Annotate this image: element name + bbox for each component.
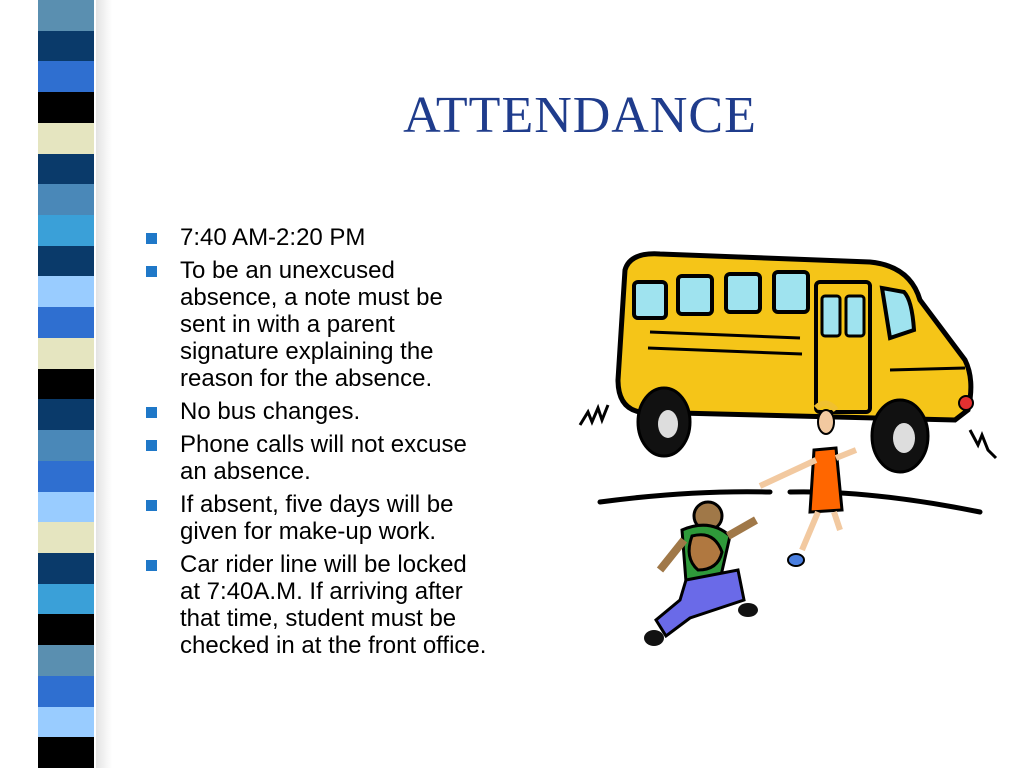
bullet-text: Phone calls will not excuse an absence. <box>180 431 467 485</box>
stripe-bar <box>38 154 94 185</box>
bullet-list <box>142 224 562 665</box>
school-bus-icon <box>618 254 973 472</box>
bullet-item <box>142 491 562 545</box>
stripe-bar <box>38 369 94 400</box>
stripe-bar <box>38 430 94 461</box>
stripe-bar <box>38 553 94 584</box>
stripe-bar <box>38 307 94 338</box>
stripe-bar <box>38 614 94 645</box>
slide-title: ATTENDANCE <box>403 87 757 144</box>
square-bullet-icon <box>146 407 157 418</box>
stripe-bar <box>38 246 94 277</box>
square-bullet-icon <box>146 500 157 511</box>
stripe-bar <box>38 61 94 92</box>
stripe-bar <box>38 215 94 246</box>
bullet-item <box>142 257 562 392</box>
square-bullet-icon <box>146 560 157 571</box>
left-decorative-stripe <box>0 0 118 768</box>
stripe-bar <box>38 399 94 430</box>
bullet-text: To be an unexcused absence, a note must be sent in with a parent signature explaining the reason for the absence. <box>180 257 443 392</box>
bullet-item <box>142 398 562 425</box>
stripe-bar <box>38 584 94 615</box>
square-bullet-icon <box>146 233 157 244</box>
stripe-bar <box>38 276 94 307</box>
stripe-bar <box>38 92 94 123</box>
bullet-text: 7:40 AM-2:20 PM <box>180 224 366 251</box>
bullet-text: Car rider line will be locked at 7:40A.M. If arriving after that time, student must be checked in at the front office. <box>180 551 487 659</box>
motion-lines-right <box>970 430 996 458</box>
school-bus-illustration <box>570 240 1010 680</box>
bullet-item <box>142 224 562 251</box>
stripe-bars <box>38 0 94 768</box>
stripe-bar <box>38 676 94 707</box>
stripe-bar <box>38 522 94 553</box>
stripe-bar <box>38 492 94 523</box>
bullet-text: No bus changes. <box>180 398 361 425</box>
running-boy-icon <box>644 502 758 646</box>
running-girl-icon <box>760 403 856 566</box>
stripe-bar <box>38 123 94 154</box>
stripe-bar <box>38 338 94 369</box>
stripe-bar <box>38 707 94 738</box>
stripe-bar <box>38 645 94 676</box>
stripe-bar <box>38 31 94 62</box>
stripe-bar <box>38 461 94 492</box>
road-line <box>600 492 980 512</box>
square-bullet-icon <box>146 440 157 451</box>
stripe-shadow <box>96 0 112 768</box>
stripe-bar <box>38 0 94 31</box>
stripe-bar <box>38 737 94 768</box>
stripe-bar <box>38 184 94 215</box>
bullet-item <box>142 551 562 659</box>
bullet-item <box>142 431 562 485</box>
square-bullet-icon <box>146 266 157 277</box>
bullet-text: If absent, five days will be given for make-up work. <box>180 491 454 545</box>
motion-lines-left <box>580 405 608 425</box>
